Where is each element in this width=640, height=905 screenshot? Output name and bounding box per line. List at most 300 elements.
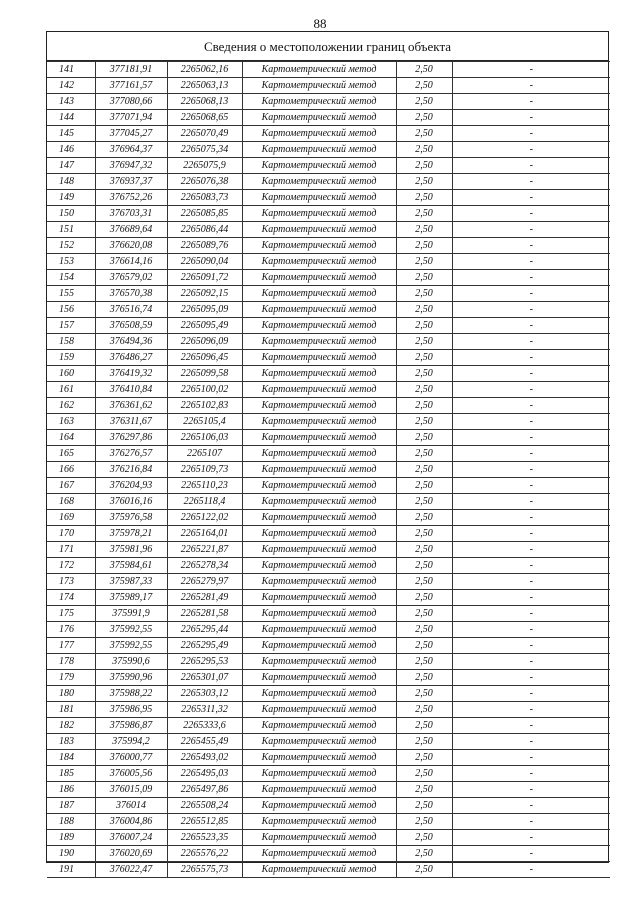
x-coordinate-cell: 376579,02 [95,270,167,286]
y-coordinate-cell: 2265576,22 [167,846,242,862]
x-coordinate-cell: 376297,86 [95,430,167,446]
y-coordinate-cell: 2265164,01 [167,526,242,542]
point-number-cell: 148 [47,174,95,190]
y-coordinate-cell: 2265303,12 [167,686,242,702]
method-cell: Картометрический метод [242,446,396,462]
accuracy-cell: 2,50 [396,638,452,654]
table-row [47,574,610,590]
y-coordinate-cell: 2265092,15 [167,286,242,302]
accuracy-cell: 2,50 [396,766,452,782]
y-coordinate-cell: 2265221,87 [167,542,242,558]
accuracy-cell: 2,50 [396,686,452,702]
accuracy-cell: 2,50 [396,462,452,478]
method-cell: Картометрический метод [242,590,396,606]
method-cell: Картометрический метод [242,830,396,846]
point-number-cell: 182 [47,718,95,734]
y-coordinate-cell: 2265075,9 [167,158,242,174]
y-coordinate-cell: 2265076,38 [167,174,242,190]
table-row [47,190,610,206]
accuracy-cell: 2,50 [396,654,452,670]
method-cell: Картометрический метод [242,846,396,862]
x-coordinate-cell: 376204,93 [95,478,167,494]
y-coordinate-cell: 2265278,34 [167,558,242,574]
description-cell: - [452,430,610,446]
x-coordinate-cell: 376752,26 [95,190,167,206]
x-coordinate-cell: 375991,9 [95,606,167,622]
y-coordinate-cell: 2265281,58 [167,606,242,622]
method-cell: Картометрический метод [242,254,396,270]
coordinates-table [47,61,610,878]
method-cell: Картометрический метод [242,798,396,814]
y-coordinate-cell: 2265122,02 [167,510,242,526]
y-coordinate-cell: 2265279,97 [167,574,242,590]
accuracy-cell: 2,50 [396,510,452,526]
table-row [47,510,610,526]
table-row [47,622,610,638]
y-coordinate-cell: 2265085,85 [167,206,242,222]
x-coordinate-cell: 375981,96 [95,542,167,558]
method-cell: Картометрический метод [242,238,396,254]
method-cell: Картометрический метод [242,110,396,126]
accuracy-cell: 2,50 [396,590,452,606]
accuracy-cell: 2,50 [396,478,452,494]
description-cell: - [452,686,610,702]
accuracy-cell: 2,50 [396,814,452,830]
x-coordinate-cell: 376007,24 [95,830,167,846]
method-cell: Картометрический метод [242,206,396,222]
accuracy-cell: 2,50 [396,190,452,206]
y-coordinate-cell: 2265493,02 [167,750,242,766]
accuracy-cell: 2,50 [396,670,452,686]
y-coordinate-cell: 2265075,34 [167,142,242,158]
method-cell: Картометрический метод [242,654,396,670]
point-number-cell: 174 [47,590,95,606]
table-row [47,78,610,94]
point-number-cell: 168 [47,494,95,510]
description-cell: - [452,526,610,542]
x-coordinate-cell: 376015,09 [95,782,167,798]
x-coordinate-cell: 375990,96 [95,670,167,686]
x-coordinate-cell: 375987,33 [95,574,167,590]
x-coordinate-cell: 376004,86 [95,814,167,830]
description-cell: - [452,510,610,526]
method-cell: Картометрический метод [242,302,396,318]
method-cell: Картометрический метод [242,398,396,414]
method-cell: Картометрический метод [242,814,396,830]
y-coordinate-cell: 2265105,4 [167,414,242,430]
accuracy-cell: 2,50 [396,702,452,718]
table-row [47,222,610,238]
point-number-cell: 169 [47,510,95,526]
method-cell: Картометрический метод [242,558,396,574]
point-number-cell: 180 [47,686,95,702]
accuracy-cell: 2,50 [396,302,452,318]
method-cell: Картометрический метод [242,478,396,494]
accuracy-cell: 2,50 [396,558,452,574]
accuracy-cell: 2,50 [396,862,452,878]
point-number-cell: 170 [47,526,95,542]
method-cell: Картометрический метод [242,462,396,478]
y-coordinate-cell: 2265523,35 [167,830,242,846]
y-coordinate-cell: 2265508,24 [167,798,242,814]
method-cell: Картометрический метод [242,510,396,526]
table-row [47,430,610,446]
table-row [47,782,610,798]
accuracy-cell: 2,50 [396,782,452,798]
x-coordinate-cell: 375976,58 [95,510,167,526]
x-coordinate-cell: 376614,16 [95,254,167,270]
description-cell: - [452,158,610,174]
table-row [47,718,610,734]
table-row [47,830,610,846]
point-number-cell: 188 [47,814,95,830]
x-coordinate-cell: 376486,27 [95,350,167,366]
method-cell: Картометрический метод [242,542,396,558]
accuracy-cell: 2,50 [396,750,452,766]
y-coordinate-cell: 2265295,49 [167,638,242,654]
point-number-cell: 149 [47,190,95,206]
accuracy-cell: 2,50 [396,350,452,366]
table-row [47,382,610,398]
method-cell: Картометрический метод [242,334,396,350]
method-cell: Картометрический метод [242,382,396,398]
description-cell: - [452,190,610,206]
x-coordinate-cell: 376937,37 [95,174,167,190]
table-row [47,638,610,654]
description-cell: - [452,830,610,846]
x-coordinate-cell: 375992,55 [95,622,167,638]
method-cell: Картометрический метод [242,718,396,734]
accuracy-cell: 2,50 [396,158,452,174]
y-coordinate-cell: 2265110,23 [167,478,242,494]
x-coordinate-cell: 377080,66 [95,94,167,110]
accuracy-cell: 2,50 [396,830,452,846]
description-cell: - [452,574,610,590]
section-title: Сведения о местоположении границ объекта [47,32,608,61]
table-row [47,798,610,814]
method-cell: Картометрический метод [242,622,396,638]
table-row [47,558,610,574]
method-cell: Картометрический метод [242,606,396,622]
y-coordinate-cell: 2265070,49 [167,126,242,142]
description-cell: - [452,846,610,862]
point-number-cell: 178 [47,654,95,670]
x-coordinate-cell: 376703,31 [95,206,167,222]
description-cell: - [452,318,610,334]
method-cell: Картометрический метод [242,222,396,238]
accuracy-cell: 2,50 [396,494,452,510]
accuracy-cell: 2,50 [396,318,452,334]
x-coordinate-cell: 376570,38 [95,286,167,302]
method-cell: Картометрический метод [242,286,396,302]
table-row [47,478,610,494]
accuracy-cell: 2,50 [396,430,452,446]
accuracy-cell: 2,50 [396,798,452,814]
accuracy-cell: 2,50 [396,78,452,94]
table-row [47,350,610,366]
point-number-cell: 153 [47,254,95,270]
description-cell: - [452,766,610,782]
y-coordinate-cell: 2265063,13 [167,78,242,94]
description-cell: - [452,334,610,350]
method-cell: Картометрический метод [242,430,396,446]
description-cell: - [452,398,610,414]
table-row [47,414,610,430]
description-cell: - [452,206,610,222]
y-coordinate-cell: 2265109,73 [167,462,242,478]
table-row [47,606,610,622]
y-coordinate-cell: 2265107 [167,446,242,462]
description-cell: - [452,350,610,366]
x-coordinate-cell: 376689,64 [95,222,167,238]
x-coordinate-cell: 376947,32 [95,158,167,174]
table-row [47,334,610,350]
y-coordinate-cell: 2265311,32 [167,702,242,718]
x-coordinate-cell: 376020,69 [95,846,167,862]
point-number-cell: 146 [47,142,95,158]
point-number-cell: 159 [47,350,95,366]
x-coordinate-cell: 376005,56 [95,766,167,782]
table-row [47,94,610,110]
point-number-cell: 190 [47,846,95,862]
method-cell: Картометрический метод [242,94,396,110]
x-coordinate-cell: 375986,95 [95,702,167,718]
point-number-cell: 154 [47,270,95,286]
point-number-cell: 183 [47,734,95,750]
accuracy-cell: 2,50 [396,174,452,190]
point-number-cell: 172 [47,558,95,574]
point-number-cell: 158 [47,334,95,350]
point-number-cell: 179 [47,670,95,686]
description-cell: - [452,750,610,766]
accuracy-cell: 2,50 [396,446,452,462]
x-coordinate-cell: 376022,47 [95,862,167,878]
method-cell: Картометрический метод [242,526,396,542]
accuracy-cell: 2,50 [396,142,452,158]
point-number-cell: 184 [47,750,95,766]
document-frame [46,31,609,875]
x-coordinate-cell: 376016,16 [95,494,167,510]
accuracy-cell: 2,50 [396,126,452,142]
point-number-cell: 150 [47,206,95,222]
method-cell: Картометрический метод [242,638,396,654]
point-number-cell: 163 [47,414,95,430]
table-row [47,270,610,286]
x-coordinate-cell: 375992,55 [95,638,167,654]
x-coordinate-cell: 376494,36 [95,334,167,350]
x-coordinate-cell: 376419,32 [95,366,167,382]
description-cell: - [452,862,610,878]
x-coordinate-cell: 377181,91 [95,62,167,78]
x-coordinate-cell: 375986,87 [95,718,167,734]
y-coordinate-cell: 2265281,49 [167,590,242,606]
y-coordinate-cell: 2265099,58 [167,366,242,382]
description-cell: - [452,110,610,126]
point-number-cell: 161 [47,382,95,398]
point-number-cell: 175 [47,606,95,622]
description-cell: - [452,414,610,430]
description-cell: - [452,302,610,318]
description-cell: - [452,622,610,638]
description-cell: - [452,270,610,286]
point-number-cell: 160 [47,366,95,382]
method-cell: Картометрический метод [242,62,396,78]
description-cell: - [452,94,610,110]
x-coordinate-cell: 376361,62 [95,398,167,414]
description-cell: - [452,718,610,734]
point-number-cell: 165 [47,446,95,462]
accuracy-cell: 2,50 [396,270,452,286]
table-row [47,366,610,382]
table-row [47,126,610,142]
y-coordinate-cell: 2265118,4 [167,494,242,510]
accuracy-cell: 2,50 [396,542,452,558]
x-coordinate-cell: 377161,57 [95,78,167,94]
description-cell: - [452,670,610,686]
table-row [47,686,610,702]
y-coordinate-cell: 2265086,44 [167,222,242,238]
point-number-cell: 177 [47,638,95,654]
method-cell: Картометрический метод [242,766,396,782]
y-coordinate-cell: 2265512,85 [167,814,242,830]
accuracy-cell: 2,50 [396,222,452,238]
description-cell: - [452,558,610,574]
method-cell: Картометрический метод [242,686,396,702]
table-row [47,302,610,318]
y-coordinate-cell: 2265106,03 [167,430,242,446]
table-row [47,734,610,750]
table-row [47,542,610,558]
description-cell: - [452,654,610,670]
method-cell: Картометрический метод [242,494,396,510]
accuracy-cell: 2,50 [396,254,452,270]
x-coordinate-cell: 377045,27 [95,126,167,142]
description-cell: - [452,238,610,254]
description-cell: - [452,478,610,494]
method-cell: Картометрический метод [242,190,396,206]
accuracy-cell: 2,50 [396,94,452,110]
point-number-cell: 145 [47,126,95,142]
y-coordinate-cell: 2265095,49 [167,318,242,334]
table-row [47,174,610,190]
method-cell: Картометрический метод [242,734,396,750]
accuracy-cell: 2,50 [396,110,452,126]
point-number-cell: 185 [47,766,95,782]
description-cell: - [452,494,610,510]
y-coordinate-cell: 2265091,72 [167,270,242,286]
table-row [47,670,610,686]
description-cell: - [452,590,610,606]
y-coordinate-cell: 2265096,45 [167,350,242,366]
x-coordinate-cell: 377071,94 [95,110,167,126]
table-row [47,254,610,270]
x-coordinate-cell: 376964,37 [95,142,167,158]
table-row [47,110,610,126]
x-coordinate-cell: 376410,84 [95,382,167,398]
table-row [47,462,610,478]
method-cell: Картометрический метод [242,174,396,190]
y-coordinate-cell: 2265102,83 [167,398,242,414]
table-row [47,654,610,670]
accuracy-cell: 2,50 [396,334,452,350]
table-row [47,862,610,878]
method-cell: Картометрический метод [242,318,396,334]
x-coordinate-cell: 376014 [95,798,167,814]
description-cell: - [452,734,610,750]
description-cell: - [452,814,610,830]
table-row [47,318,610,334]
description-cell: - [452,366,610,382]
accuracy-cell: 2,50 [396,846,452,862]
table-row [47,62,610,78]
x-coordinate-cell: 376516,74 [95,302,167,318]
y-coordinate-cell: 2265495,03 [167,766,242,782]
point-number-cell: 156 [47,302,95,318]
table-row [47,286,610,302]
method-cell: Картометрический метод [242,750,396,766]
description-cell: - [452,142,610,158]
description-cell: - [452,286,610,302]
accuracy-cell: 2,50 [396,286,452,302]
description-cell: - [452,78,610,94]
accuracy-cell: 2,50 [396,574,452,590]
point-number-cell: 167 [47,478,95,494]
description-cell: - [452,174,610,190]
y-coordinate-cell: 2265083,73 [167,190,242,206]
y-coordinate-cell: 2265455,49 [167,734,242,750]
description-cell: - [452,222,610,238]
y-coordinate-cell: 2265095,09 [167,302,242,318]
table-row [47,238,610,254]
table-row [47,846,610,862]
table-row [47,142,610,158]
description-cell: - [452,446,610,462]
x-coordinate-cell: 375989,17 [95,590,167,606]
description-cell: - [452,62,610,78]
y-coordinate-cell: 2265096,09 [167,334,242,350]
method-cell: Картометрический метод [242,158,396,174]
method-cell: Картометрический метод [242,862,396,878]
y-coordinate-cell: 2265068,13 [167,94,242,110]
method-cell: Картометрический метод [242,78,396,94]
accuracy-cell: 2,50 [396,526,452,542]
y-coordinate-cell: 2265301,07 [167,670,242,686]
y-coordinate-cell: 2265100,02 [167,382,242,398]
description-cell: - [452,638,610,654]
x-coordinate-cell: 375990,6 [95,654,167,670]
y-coordinate-cell: 2265068,65 [167,110,242,126]
x-coordinate-cell: 376216,84 [95,462,167,478]
point-number-cell: 143 [47,94,95,110]
accuracy-cell: 2,50 [396,734,452,750]
y-coordinate-cell: 2265333,6 [167,718,242,734]
table-row [47,702,610,718]
point-number-cell: 157 [47,318,95,334]
point-number-cell: 147 [47,158,95,174]
table-row [47,750,610,766]
point-number-cell: 187 [47,798,95,814]
page-number: 88 [313,16,327,31]
x-coordinate-cell: 375978,21 [95,526,167,542]
point-number-cell: 189 [47,830,95,846]
y-coordinate-cell: 2265295,44 [167,622,242,638]
point-number-cell: 164 [47,430,95,446]
description-cell: - [452,462,610,478]
table-row [47,766,610,782]
method-cell: Картометрический метод [242,702,396,718]
x-coordinate-cell: 375994,2 [95,734,167,750]
accuracy-cell: 2,50 [396,398,452,414]
